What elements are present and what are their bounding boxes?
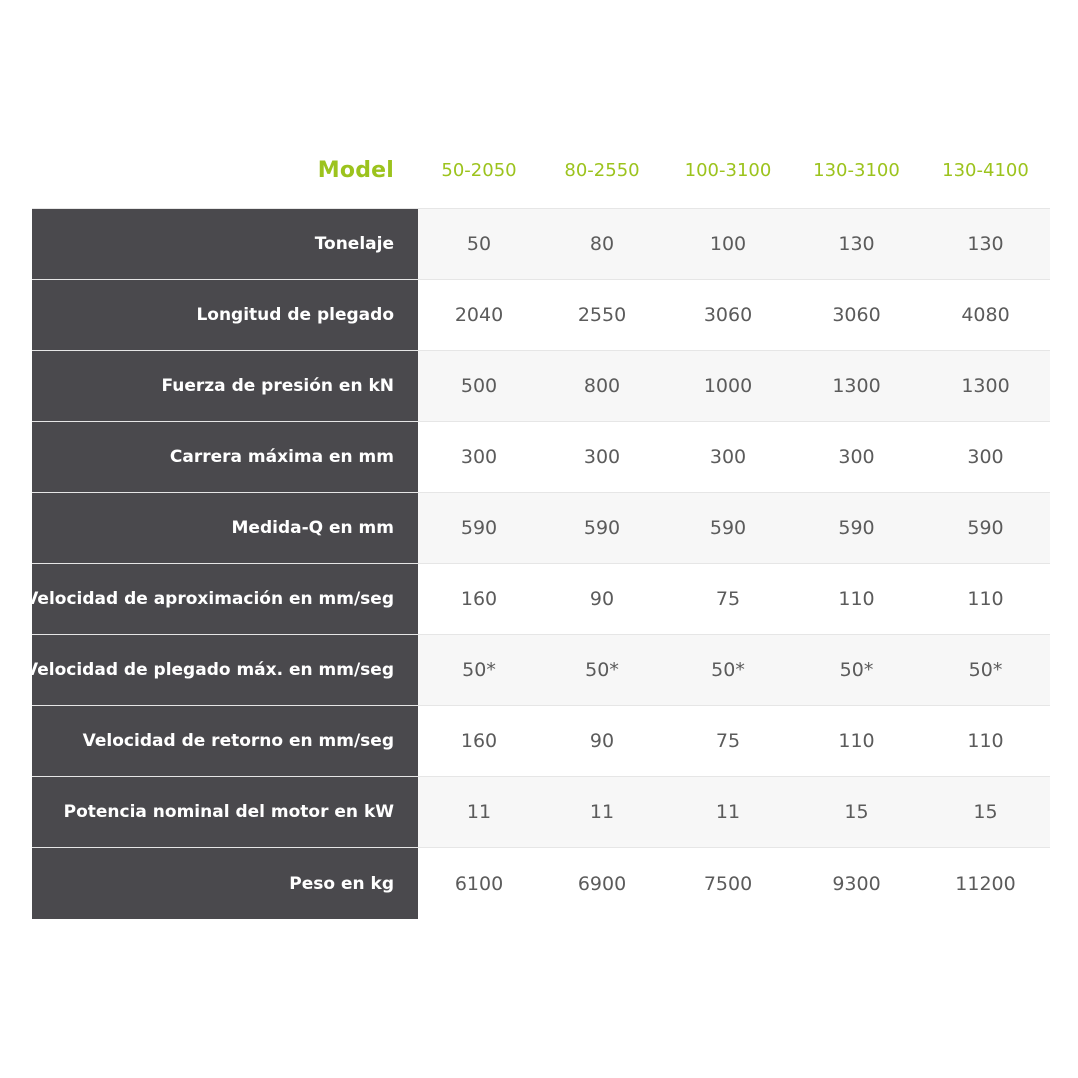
row-values [418,564,1050,635]
model-column-header: 130-3100 [813,160,900,181]
table-cell: 4080 [961,304,1010,326]
table-row [32,493,1050,564]
table-cell: 590 [460,517,498,539]
row-label: Tonelaje [32,209,418,280]
table-cell: 590 [967,517,1004,539]
table-cell: 11 [715,801,741,823]
row-label: Peso en kg [32,848,418,919]
table-cell: 300 [709,446,747,468]
row-label: Velocidad de plegado máx. en mm/seg [32,635,418,706]
table-cell: 590 [709,517,747,539]
row-values [418,280,1050,351]
row-values [418,493,1050,564]
model-column-header: 100-3100 [684,160,772,181]
table-row [32,280,1050,351]
row-values [418,635,1050,706]
table-row [32,777,1050,848]
row-values [418,706,1050,777]
row-values [418,848,1050,919]
model-column-header: 130-4100 [942,160,1029,181]
table-row [32,351,1050,422]
table-cell: 50* [585,659,619,681]
table-cell: 1000 [703,375,753,397]
table-cell: 2040 [454,304,504,326]
table-cell: 3060 [832,304,881,326]
table-cell: 2550 [577,304,627,326]
table-cell: 11 [466,801,492,823]
table-cell: 15 [973,801,998,823]
table-cell: 110 [967,588,1004,610]
row-label: Carrera máxima en mm [32,422,418,493]
row-label: Medida-Q en mm [32,493,418,564]
table-cell: 3060 [703,304,753,326]
row-label: Velocidad de aproximación en mm/seg [32,564,418,635]
table-cell: 11 [589,801,615,823]
table-cell: 300 [460,446,498,468]
table-cell: 15 [844,801,869,823]
table-cell: 80 [589,233,615,255]
model-column-header: 50-2050 [441,160,517,181]
table-cell: 590 [838,517,875,539]
table-cell: 110 [838,730,875,752]
table-header-row [32,133,1050,209]
table-cell: 11200 [955,872,1016,895]
row-values [418,351,1050,422]
table-row [25,635,1050,706]
table-row [32,209,1050,280]
row-values [418,209,1050,280]
table-row [32,422,1050,493]
table-row [32,706,1050,777]
model-header-label: Model [317,158,394,183]
row-label: Potencia nominal del motor en kW [32,777,418,848]
row-label: Fuerza de presión en kN [32,351,418,422]
table-cell: 75 [715,588,741,610]
table-body [25,209,1050,919]
table-cell: 160 [460,730,498,752]
table-cell: 1300 [832,375,881,397]
table-cell: 130 [967,233,1004,255]
table-cell: 50* [968,659,1003,681]
row-label: Velocidad de retorno en mm/seg [32,706,418,777]
table-cell: 50* [711,659,745,681]
table-row [32,848,1050,919]
table-cell: 110 [838,588,875,610]
table-cell: 6900 [577,872,627,895]
table-cell: 50* [839,659,874,681]
table-cell: 7500 [703,872,753,895]
table-cell: 9300 [832,872,881,895]
table-cell: 90 [589,588,615,610]
row-values [418,777,1050,848]
table-cell: 800 [583,375,621,397]
row-label: Longitud de plegado [32,280,418,351]
table-cell: 300 [967,446,1004,468]
model-column-header: 80-2550 [564,160,640,181]
table-cell: 6100 [454,872,504,895]
table-cell: 130 [838,233,875,255]
spec-table [25,133,1050,919]
table-cell: 100 [709,233,747,255]
table-cell: 90 [589,730,615,752]
table-cell: 50* [462,659,496,681]
row-values [418,422,1050,493]
table-cell: 160 [460,588,498,610]
table-cell: 300 [583,446,621,468]
table-cell: 75 [715,730,741,752]
table-cell: 1300 [961,375,1010,397]
table-cell: 500 [460,375,498,397]
table-cell: 110 [967,730,1004,752]
table-cell: 300 [838,446,875,468]
table-row [25,564,1050,635]
table-cell: 590 [583,517,621,539]
table-cell: 50 [466,233,492,255]
